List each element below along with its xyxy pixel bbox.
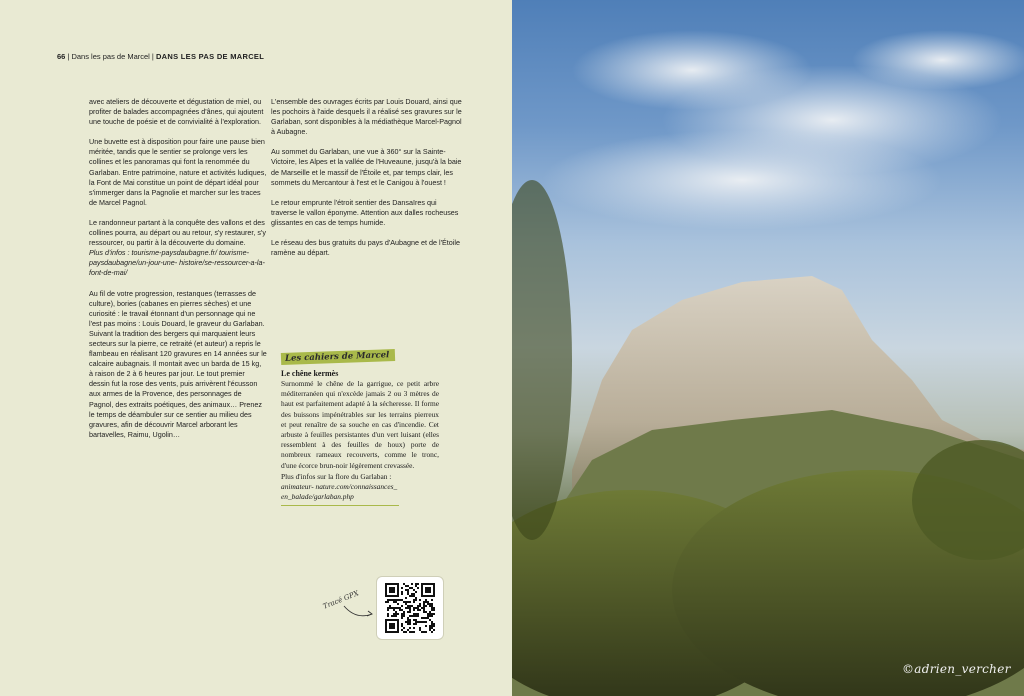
info-link[interactable]: Plus d'infos : tourisme-paysdaubagne.fr/ tourisme-paysdaubagne/un-jour-une- histoire/se-ressourcer-a-la-font-de-mai/ [89, 248, 265, 278]
paragraph [89, 218, 267, 279]
paragraph: L'ensemble des ouvrages écrits par Louis Douard, ainsi que les pochoirs à l'aide desquels il a réalisé ses gravures sur le Garlaban, sont disponibles à la médiathèque Marcel-Pagnol à Aubagne. [271, 97, 462, 137]
box-more: Plus d'infos sur la flore du Garlaban : [281, 471, 392, 481]
paragraph: Le retour emprunte l'étroit sentier des Dansaïres qui traverse le vallon éponyme. Attention aux dalles rocheuses glissantes en cas de temps humide. [271, 197, 459, 227]
paragraph: Le réseau des bus gratuits du pays d'Aubagne et de l'Étoile ramène au départ. [271, 238, 460, 258]
paragraph: Au fil de votre progression, restanques (terrasses de culture), bories (cabanes en pierres sèches) et une curiosité : le travail étonnant d'un personnage qui ne l'est pas moins : Louis Douard, le graveur du Garlaban. Suivant la tradition des bergers qui marquaient leurs secteurs sur la pierre, ce retraité (et auteur) a repris le flambeau en réalisant 120 gravures en 14 années sur le calcaire aubagnais. Il montait avec un barda de 15 kg, à raison de 2 à 6 heures par jour. Le tout premier dessin fut la rose des vents, puis arrivèrent l'écusson aux armes de la Provence, des personnages de Pagnol, des extraits poétiques, des animaux… Prenez le temps de déambuler sur ce sentier au milieu des gravures, afin de découvrir Marcel arborant les bartavelles, Raimu, Ugolin… [89, 288, 267, 439]
running-header: 66 | Dans les pas de Marcel | DANS LES PAS DE MARCEL [57, 52, 265, 61]
qr-code-icon [377, 577, 443, 639]
box-underline [281, 505, 399, 506]
qr-label: Tracé GPX [321, 589, 360, 611]
page-number: 66 [57, 52, 66, 61]
arrow-icon [342, 604, 376, 622]
box-body [281, 379, 439, 502]
sidebar-box [281, 346, 439, 506]
box-link[interactable]: animateur- nature.com/connaissances_ en_balade/garlaban.php [281, 482, 398, 502]
box-text: Surnommé le chêne de la garrigue, ce petit arbre méditerranéen qui n'excède jamais 2 ou 3 mètres de haut est parfaitement adapté à la sécheresse. Il forme des buissons impénétrables sur les terrains pierreux et peut renaître de sa souche en cas d'incendie. Cet arbuste à feuilles persistantes d'un vert luisant (elles ressemblent à des feuilles de houx) porte de nombreux rameaux recouverts, comme le tronc, d'une écorce brun-noir légèrement crevassée. [281, 379, 439, 470]
section-title-caps: DANS LES PAS DE MARCEL [155, 52, 265, 61]
box-subtitle: Le chêne kermès [281, 369, 339, 378]
paragraph: avec ateliers de découverte et dégustation de miel, ou profiter de balades accompagnées d'ânes, qui ajoutent une touche de poésie et de convivialité à l'exploration. [89, 97, 264, 127]
photo-page [512, 0, 1024, 696]
qr-code[interactable] [376, 576, 444, 640]
mountain-photo [512, 0, 1024, 696]
section-title: Dans les pas de Marcel [71, 52, 150, 61]
paragraph-text: Le randonneur partant à la conquête des vallons et des collines pourra, au départ ou au retour, s'y restaurer, s'y ressourcer, ou partir à la découverte du domaine. [89, 217, 266, 248]
left-text-column [89, 97, 267, 450]
paragraph: Une buvette est à disposition pour faire une pause bien méritée, tandis que le sentier se prolonge vers les collines et les panoramas qui font la renommée du Garlaban. Entre patrimoine, nature et activités ludiques, la Font de Mai constitue un point de départ idéal pour s'immerger dans la Pagnolie et marcher sur les traces de Marcel Pagnol. [89, 137, 267, 207]
photo-credit: ©adrien_vercher [902, 662, 1011, 676]
paragraph: Au sommet du Garlaban, une vue à 360° sur la Sainte-Victoire, les Alpes et la vallée de l'Huveaune, jusqu'à la baie de Marseille et le massif de l'Étoile et, par temps clair, les sommets du Mercantour à l'est et le Canigou à l'ouest ! [271, 147, 462, 187]
right-text-column [271, 97, 463, 268]
box-title: Les cahiers de Marcel [281, 349, 396, 365]
